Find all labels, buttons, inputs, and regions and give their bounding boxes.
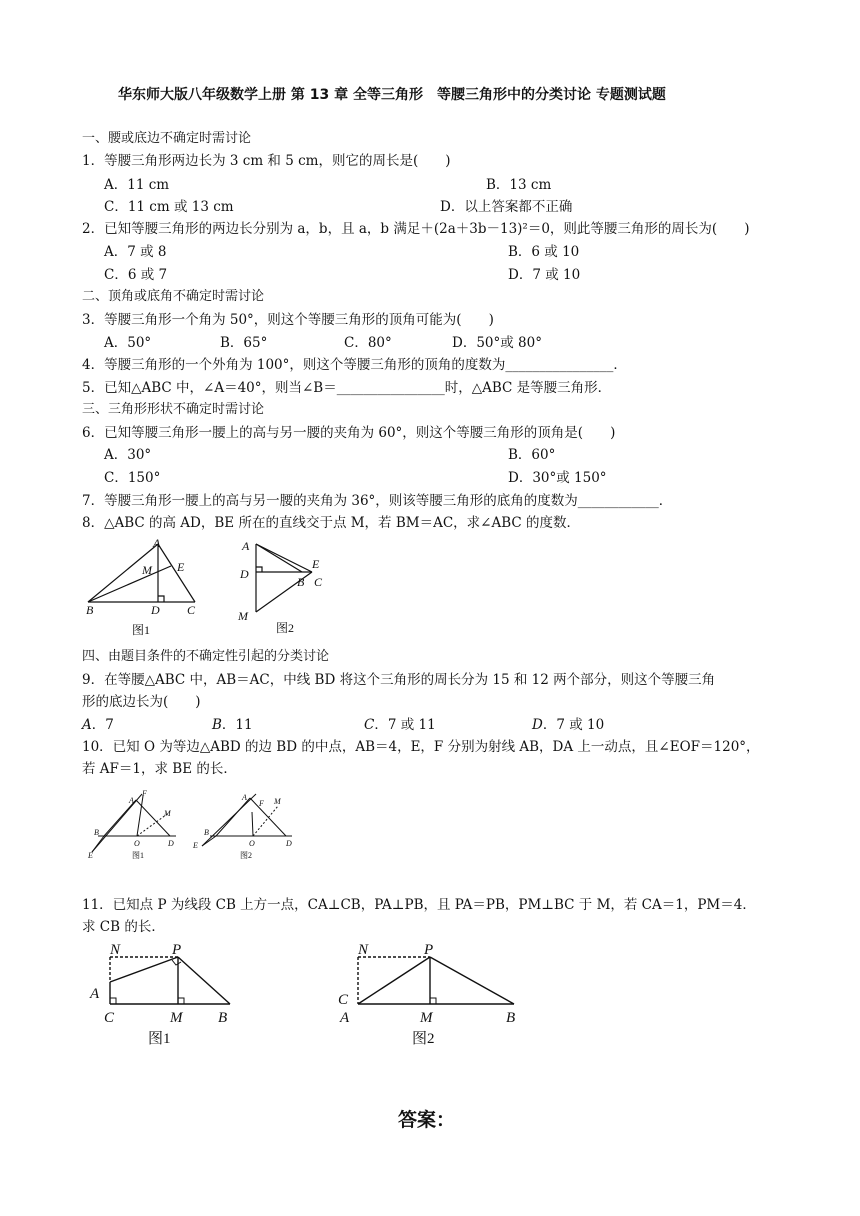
fig-label-E: E <box>177 560 185 574</box>
fig-label-N: N <box>110 942 121 958</box>
section-heading: 四、由题目条件的不确定性引起的分类讨论 <box>82 649 330 664</box>
q6-option-d: D．30°或 150° <box>508 470 607 486</box>
q9-option-c: C．7 或 11 <box>364 717 436 733</box>
question-10-line2: 若 AF＝1，求 BE 的长． <box>82 761 237 777</box>
fig-label-A: A <box>129 796 134 805</box>
fig-label-M: M <box>238 609 248 623</box>
fig-label-O: O <box>249 839 255 848</box>
fig-label-B: B <box>204 828 209 837</box>
fig-label-C: C <box>314 575 323 589</box>
question-4: 4．等腰三角形的一个外角为 100°，则这个等腰三角形的顶角的度数为________________． <box>82 357 627 373</box>
q9-option-d: D．7 或 10 <box>532 717 605 733</box>
figure-caption: 图1 <box>132 851 144 860</box>
question-9-line2: 形的底边长为( ) <box>82 694 201 710</box>
section-heading: 一、腰或底边不确定时需讨论 <box>82 131 252 146</box>
question-5: 5．已知△ABC 中，∠A＝40°，则当∠B＝________________时，△ABC 是等腰三角形． <box>82 380 612 396</box>
q6-option-c: C．150° <box>104 470 161 486</box>
fig-label-N: N <box>358 942 369 958</box>
q2-option-b: B．6 或 10 <box>508 244 580 260</box>
fig-label-P: P <box>424 942 434 958</box>
fig-label-F: F <box>259 799 264 808</box>
fig-label-C: C <box>187 603 196 617</box>
q6-option-a: A．30° <box>104 447 152 463</box>
fig-label-E: E <box>88 851 93 860</box>
fig-label-M: M <box>170 1010 183 1026</box>
question-1: 1．等腰三角形两边长为 3 cm 和 5 cm，则它的周长是( ) <box>82 153 451 169</box>
question-3: 3．等腰三角形一个角为 50°，则这个等腰三角形的顶角可能为( ) <box>82 312 494 328</box>
fig-label-M: M <box>164 809 171 818</box>
q3-option-a: A．50° <box>104 335 152 351</box>
fig-label-A: A <box>242 539 250 553</box>
q3-option-b: B．65° <box>220 335 268 351</box>
question-11-line2: 求 CB 的长． <box>82 919 165 935</box>
fig-label-D: D <box>151 603 160 617</box>
q10-figures <box>82 788 302 862</box>
q8-figures <box>80 538 350 640</box>
figure-caption: 图2 <box>276 621 295 635</box>
q6-option-b: B．60° <box>508 447 556 463</box>
fig-label-A: A <box>242 793 247 802</box>
fig-label-A: A <box>153 538 161 550</box>
fig-label-B: B <box>218 1010 228 1026</box>
figure-caption: 图2 <box>412 1031 435 1047</box>
fig-label-M: M <box>274 797 281 806</box>
fig-label-E: E <box>193 841 198 850</box>
figure-caption: 图1 <box>132 623 151 637</box>
fig-label-D: D <box>240 567 249 581</box>
section-heading: 三、三角形形状不确定时需讨论 <box>82 402 265 417</box>
question-10-line1: 10．已知 O 为等边△ABD 的边 BD 的中点，AB＝4，E，F 分别为射线 AB，DA 上一动点，且∠EOF＝120°， <box>82 739 760 755</box>
q9-option-b: B．11 <box>212 717 253 733</box>
q11-figure-1 <box>110 957 230 1004</box>
question-2: 2．已知等腰三角形的两边长分别为 a，b，且 a，b 满足＋(2a＋3b－13)²＝0，则此等腰三角形的周长为( ) <box>82 221 750 237</box>
fig-label-A: A <box>340 1010 350 1026</box>
fig-label-P: P <box>172 942 182 958</box>
q2-option-c: C．6 或 7 <box>104 267 168 283</box>
q3-option-d: D．50°或 80° <box>452 335 542 351</box>
question-8: 8．△ABC 的高 AD，BE 所在的直线交于点 M，若 BM＝AC，求∠ABC 的度数． <box>82 515 581 531</box>
question-7: 7．等腰三角形一腰上的高与另一腰的夹角为 36°，则该等腰三角形的底角的度数为____________． <box>82 493 673 509</box>
fig-label-E: E <box>312 557 320 571</box>
fig-label-B: B <box>506 1010 516 1026</box>
fig-label-C: C <box>338 992 349 1008</box>
page-title: 华东师大版八年级数学上册 第 13 章 全等三角形 等腰三角形中的分类讨论 专题测试题 <box>118 87 666 103</box>
fig-label-B: B <box>94 828 99 837</box>
q11-figures <box>82 938 542 1050</box>
fig-label-O: O <box>134 839 140 848</box>
figure-caption: 图2 <box>240 851 252 860</box>
fig-label-D: D <box>168 839 174 848</box>
q9-option-a: A．7 <box>82 717 114 733</box>
figure-caption: 图1 <box>148 1031 171 1047</box>
section-heading: 二、顶角或底角不确定时需讨论 <box>82 289 265 304</box>
fig-label-M: M <box>142 563 152 577</box>
question-11-line1: 11．已知点 P 为线段 CB 上方一点，CA⊥CB，PA⊥PB，且 PA＝PB，PM⊥BC 于 M，若 CA＝1，PM＝4． <box>82 897 756 913</box>
question-9-line1: 9．在等腰△ABC 中，AB＝AC，中线 BD 将这个三角形的周长分为 15 和 12 两个部分，则这个等腰三角 <box>82 672 716 688</box>
q1-option-a: A．11 cm <box>104 177 170 193</box>
answer-heading: 答案： <box>398 1109 456 1131</box>
fig-label-A: A <box>90 986 100 1002</box>
fig-label-D: D <box>286 839 292 848</box>
question-6: 6．已知等腰三角形一腰上的高与另一腰的夹角为 60°，则这个等腰三角形的顶角是( ) <box>82 425 616 441</box>
fig-label-C: C <box>104 1010 115 1026</box>
fig-label-F: F <box>142 789 147 798</box>
q2-option-d: D．7 或 10 <box>508 267 581 283</box>
q1-option-b: B．13 cm <box>486 177 552 193</box>
q1-option-d: D．以上答案都不正确 <box>440 199 573 215</box>
fig-label-M: M <box>420 1010 433 1026</box>
fig-label-B: B <box>297 575 305 589</box>
q3-option-c: C．80° <box>344 335 392 351</box>
q11-figure-2 <box>358 957 514 1004</box>
q2-option-a: A．7 或 8 <box>104 244 167 260</box>
q1-option-c: C．11 cm 或 13 cm <box>104 199 234 215</box>
fig-label-B: B <box>86 603 94 617</box>
